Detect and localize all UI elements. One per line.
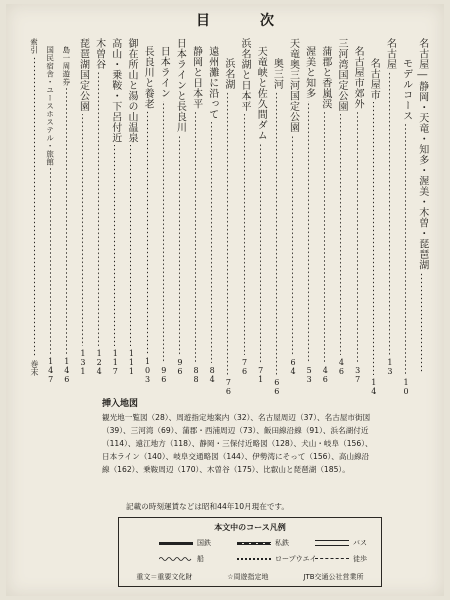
toc-entry-title: 索引 [29,38,39,54]
toc-entry-page: 巻末 [30,360,39,376]
toc-entry [303,38,315,384]
inserted-maps-heading: 挿入地図 [102,399,139,409]
toc-entry [157,38,169,384]
toc-entry-page: 124 [94,349,104,376]
toc-entry-page: 76 [223,378,233,396]
toc-entry-title: 奥三河 [271,58,283,90]
toc-entry-page: 111 [126,349,136,376]
toc-leader-dots [276,92,277,376]
toc-entry [141,38,153,384]
toc-entry [238,38,250,376]
legend-ship-label: 船 [197,555,204,563]
toc-entry-title: 名古屋―静岡・天竜・知多・渥美・木曽・琵琶湖 [416,38,428,270]
toc-entry-title: 木曽谷 [93,38,105,70]
inserted-maps-list [102,411,422,476]
toc-leader-dots [405,123,406,375]
toc-entry-title: 名古屋市郊外 [352,46,364,109]
toc-entry [44,38,56,384]
toc-entry-title: 国民宿舎・ユースホステル・旅館 [45,46,55,166]
toc-entry-title: 日本ライン [158,46,170,99]
toc-leader-dots [163,101,164,364]
toc-leader-dots [308,101,309,364]
toc-entry-title: 島一周遊券 [61,46,71,86]
toc-entry-page: 13 [385,358,395,376]
toc-leader-dots [195,111,196,363]
toc-entry-title: 三河湾国定公園 [335,38,347,112]
toc-entry [383,38,395,376]
toc-leader-dots [227,92,228,376]
toc-entry-page: 66 [272,378,282,396]
maps-line: 観光地一覧図（28）、周遊指定地案内（32）、名古屋周辺（37）、名古屋市街図 [102,413,371,422]
legend-footer-item: ☆周遊指定地 [227,573,269,581]
toc-entry [173,38,185,376]
toc-leader-dots [340,114,341,356]
toc-leader-dots [147,111,148,354]
legend-ropeway [237,554,317,564]
legend-rail [159,538,211,548]
toc-entry-title: 天竜奥三河国定公園 [287,38,299,133]
toc-entry [93,38,105,376]
toc-leader-dots [373,102,374,375]
toc-entry-title: 日本ラインと長良川 [174,38,186,133]
toc-entry [125,38,137,376]
legend-ship [159,554,204,564]
toc-entry-title: 浜名湖 [222,58,234,90]
toc-entry [76,38,88,376]
toc-leader-dots [421,272,422,373]
title-char-1: 目 [196,13,212,29]
table-of-contents [28,38,428,396]
toc-entry-page: 10 [401,378,411,396]
maps-line: 線（162）、乗鞍周辺（170）、木曽谷（175）、比叡山と琵琶湖（185）。 [102,465,350,474]
toc-entry-page: 96 [159,366,169,384]
toc-entry-page: 46 [336,358,346,376]
legend-rail-label: 国鉄 [197,539,211,547]
toc-leader-dots [114,145,115,346]
toc-entry [351,38,363,384]
toc-entry-page: 14 [369,378,379,396]
toc-leader-dots [389,72,390,356]
toc-entry-title: 名古屋 [384,38,396,70]
maps-line: （39）、三河湾（69）、蒲郡・西浦周辺（73）、飯田線沿線（91）、浜名湖付近 [102,426,369,435]
legend-title: 本文中のコース凡例 [214,523,286,532]
toc-entry-page: 117 [110,349,120,376]
legend-walk [315,554,367,564]
toc-entry-title: 琵琶湖国定公園 [77,38,89,112]
toc-entry-page: 96 [175,358,185,376]
legend-footer-item: 重文＝重要文化財 [136,573,193,581]
legend-private-rail [237,538,289,548]
toc-entry-page: 53 [304,366,314,384]
toc-entry [206,38,218,384]
toc-entry-page: 84 [207,366,217,384]
toc-entry-title: モデルコース [400,58,412,121]
toc-entry [319,38,331,384]
toc-leader-dots [357,111,358,363]
toc-entry-title: 浜名湖と日本平 [239,38,251,112]
toc-entry [222,38,234,396]
private-rail-line-icon [237,542,271,545]
book-page [6,4,444,596]
toc-leader-dots [324,111,325,363]
course-legend [118,517,382,587]
toc-entry [416,38,428,376]
toc-entry-title: 高山・乗鞍・下呂付近 [109,38,121,143]
toc-entry-title: 静岡と日本平 [190,46,202,109]
legend-walk-label: 徒歩 [353,555,367,563]
toc-entry-title: 長良川と養老 [142,46,154,109]
toc-entry-title: 蒲郡と香嵐渓 [319,46,331,109]
maps-line: 日本ライン（140）、岐阜交通略図（144）、伊勢湾にそって（156）、高山線沿 [102,452,370,461]
rail-line-icon [159,542,193,545]
toc-entry [60,38,72,384]
toc-entry-page: 146 [62,357,72,384]
legend-footer [119,572,381,582]
toc-entry-title: 御在所山と湯の山温泉 [125,38,137,143]
toc-leader-dots [50,168,51,354]
maps-line: （114）、遠江地方（118）、静岡・三保付近略図（128）、犬山・岐阜（156）、 [102,439,373,448]
toc-entry-page: 147 [46,357,56,384]
toc-entry-page: 37 [353,366,363,384]
legend-private-rail-label: 私鉄 [275,539,289,547]
toc-leader-dots [66,88,67,354]
toc-entry-title: 遠州灘に沿って [206,46,218,120]
ropeway-line-icon [237,558,271,560]
toc-entry-page: 103 [143,357,153,384]
toc-leader-dots [244,114,245,356]
toc-entry [335,38,347,376]
toc-leader-dots [98,72,99,347]
toc-entry-page: 88 [191,366,201,384]
toc-entry-title: 名古屋市 [368,58,380,100]
toc-entry-page: 71 [256,366,266,384]
walk-line-icon [315,558,349,560]
legend-bus-label: バス [353,539,367,547]
toc-leader-dots [34,56,35,357]
toc-entry [400,38,412,396]
toc-leader-dots [292,135,293,356]
toc-entry [190,38,202,384]
toc-leader-dots [82,114,83,347]
toc-entry [28,38,40,376]
toc-entry [287,38,299,376]
legend-ropeway-label: ロープウエイ [275,555,317,563]
legend-bus [315,538,367,548]
toc-entry-page: 64 [288,358,298,376]
toc-leader-dots [211,122,212,364]
toc-leader-dots [130,145,131,346]
toc-entry-page: 46 [320,366,330,384]
toc-entry [270,38,282,396]
toc-leader-dots [179,135,180,356]
ship-line-icon [159,556,193,562]
legend-footer-item: JTB交通公社営業所 [303,573,364,581]
toc-entry [109,38,121,376]
toc-entry-title: 渥美と知多 [303,46,315,99]
page-title [196,10,276,30]
toc-entry [254,38,266,384]
toc-entry [367,38,379,396]
toc-entry-page: 131 [78,349,88,376]
bus-line-icon [315,540,349,546]
title-char-2: 次 [260,13,276,29]
toc-entry-page: 76 [240,358,250,376]
toc-leader-dots [260,143,261,364]
date-note: 記載の時刻運賃などは昭和44年10月現在です。 [126,502,289,511]
toc-entry-title: 天竜峡と佐久間ダム [255,46,267,141]
